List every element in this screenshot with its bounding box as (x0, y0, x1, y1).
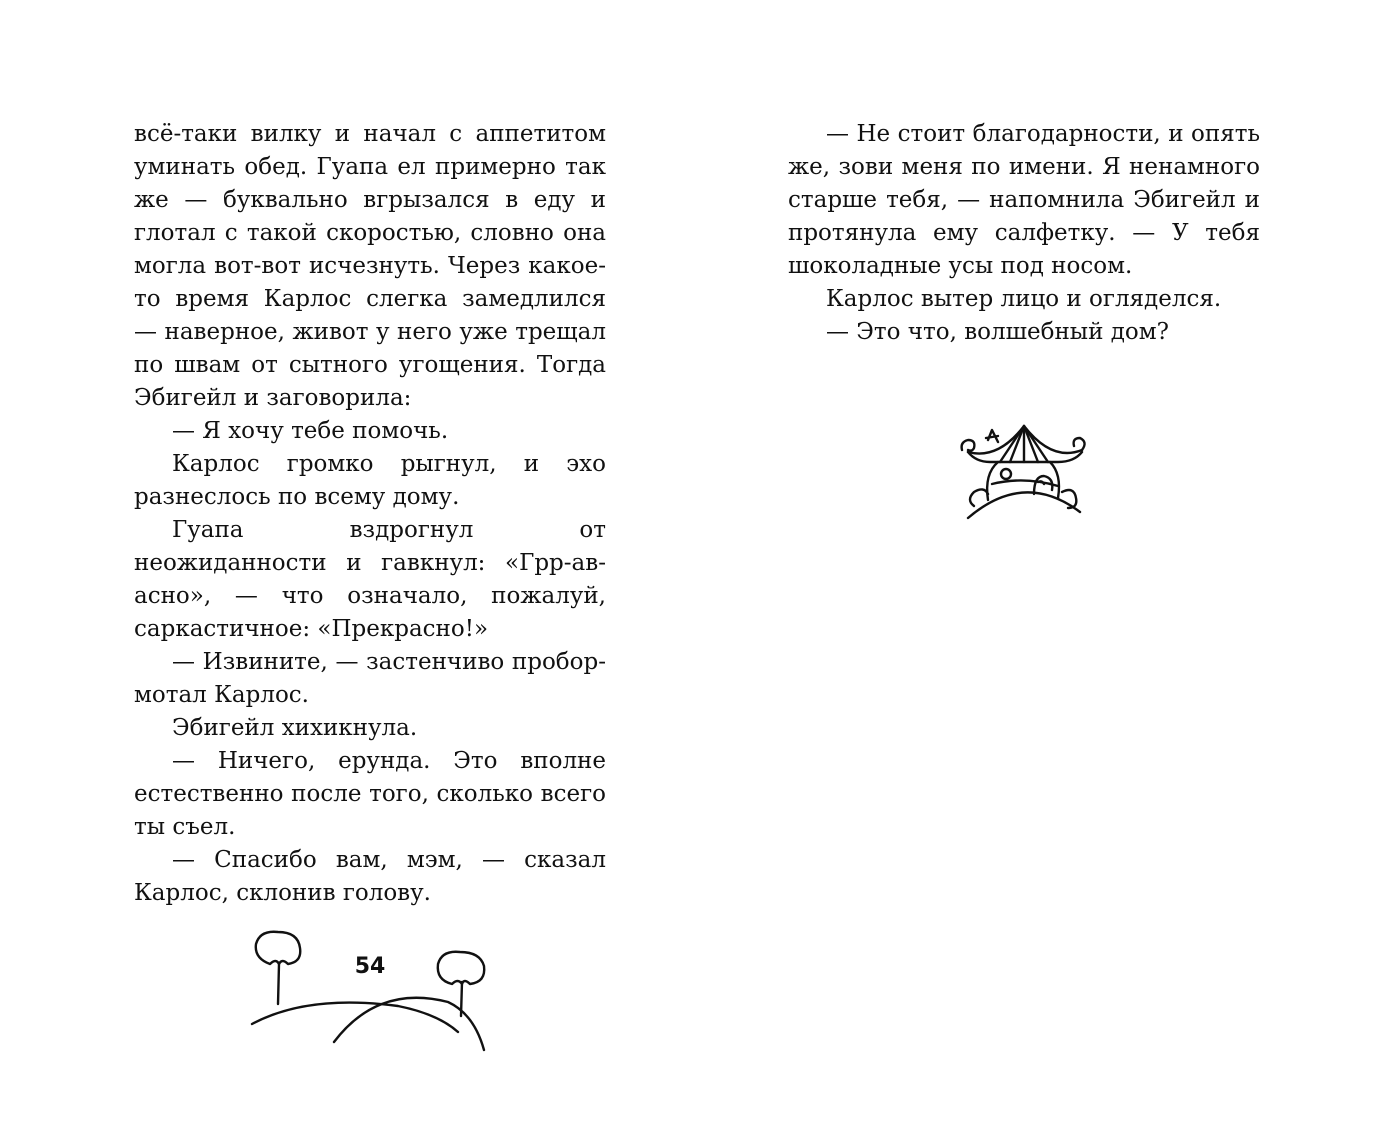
trees-on-hills-icon (248, 924, 488, 1054)
paragraph: Гуапа вздрогнул от неожиданности и гавкнул: «Грр-ав-асно», — что означало, пожалуй, саркастичное: «Прекрасно!» (134, 517, 606, 642)
paragraph: всё-таки вилку и начал с аппетитом уминать обед. Гуапа ел примерно так же — буквально вгрызался в еду и глотал с такой скоростью, словно она могла вот-вот исчезнуть. Через какое-то время Карлос слегка замедлился — наверное, живот у него уже трещал по швам от сытного угощения. Тогда Эбигейл и заговорила: (134, 121, 606, 411)
page-number: 54 (354, 954, 386, 979)
paragraph: — Это что, волшебный дом? (826, 319, 1169, 345)
paragraph: Карлос громко рыгнул, и эхо разнеслось по всему дому. (134, 451, 606, 510)
right-page-text (788, 118, 1260, 349)
paragraph: — Я хочу тебе помочь. (172, 418, 449, 444)
house-on-hill-icon (958, 420, 1088, 520)
paragraph: Карлос вытер лицо и огляделся. (826, 286, 1222, 312)
paragraph: — Не стоит благодарности, и опять же, зови меня по имени. Я ненамного старше тебя, — напомнила Эбигейл и протянула ему салфетку. — У тебя шоколадные усы под носом. (788, 121, 1260, 279)
paragraph: — Спасибо вам, мэм, — сказал Карлос, склонив голову. (134, 847, 606, 906)
paragraph: — Извините, — застенчиво пробормотал Карлос. (134, 649, 606, 708)
paragraph: — Ничего, ерунда. Это вполне естественно после того, сколько всего ты съел. (134, 748, 606, 840)
paragraph: Эбигейл хихикнула. (172, 715, 418, 741)
left-page-text (134, 118, 606, 910)
